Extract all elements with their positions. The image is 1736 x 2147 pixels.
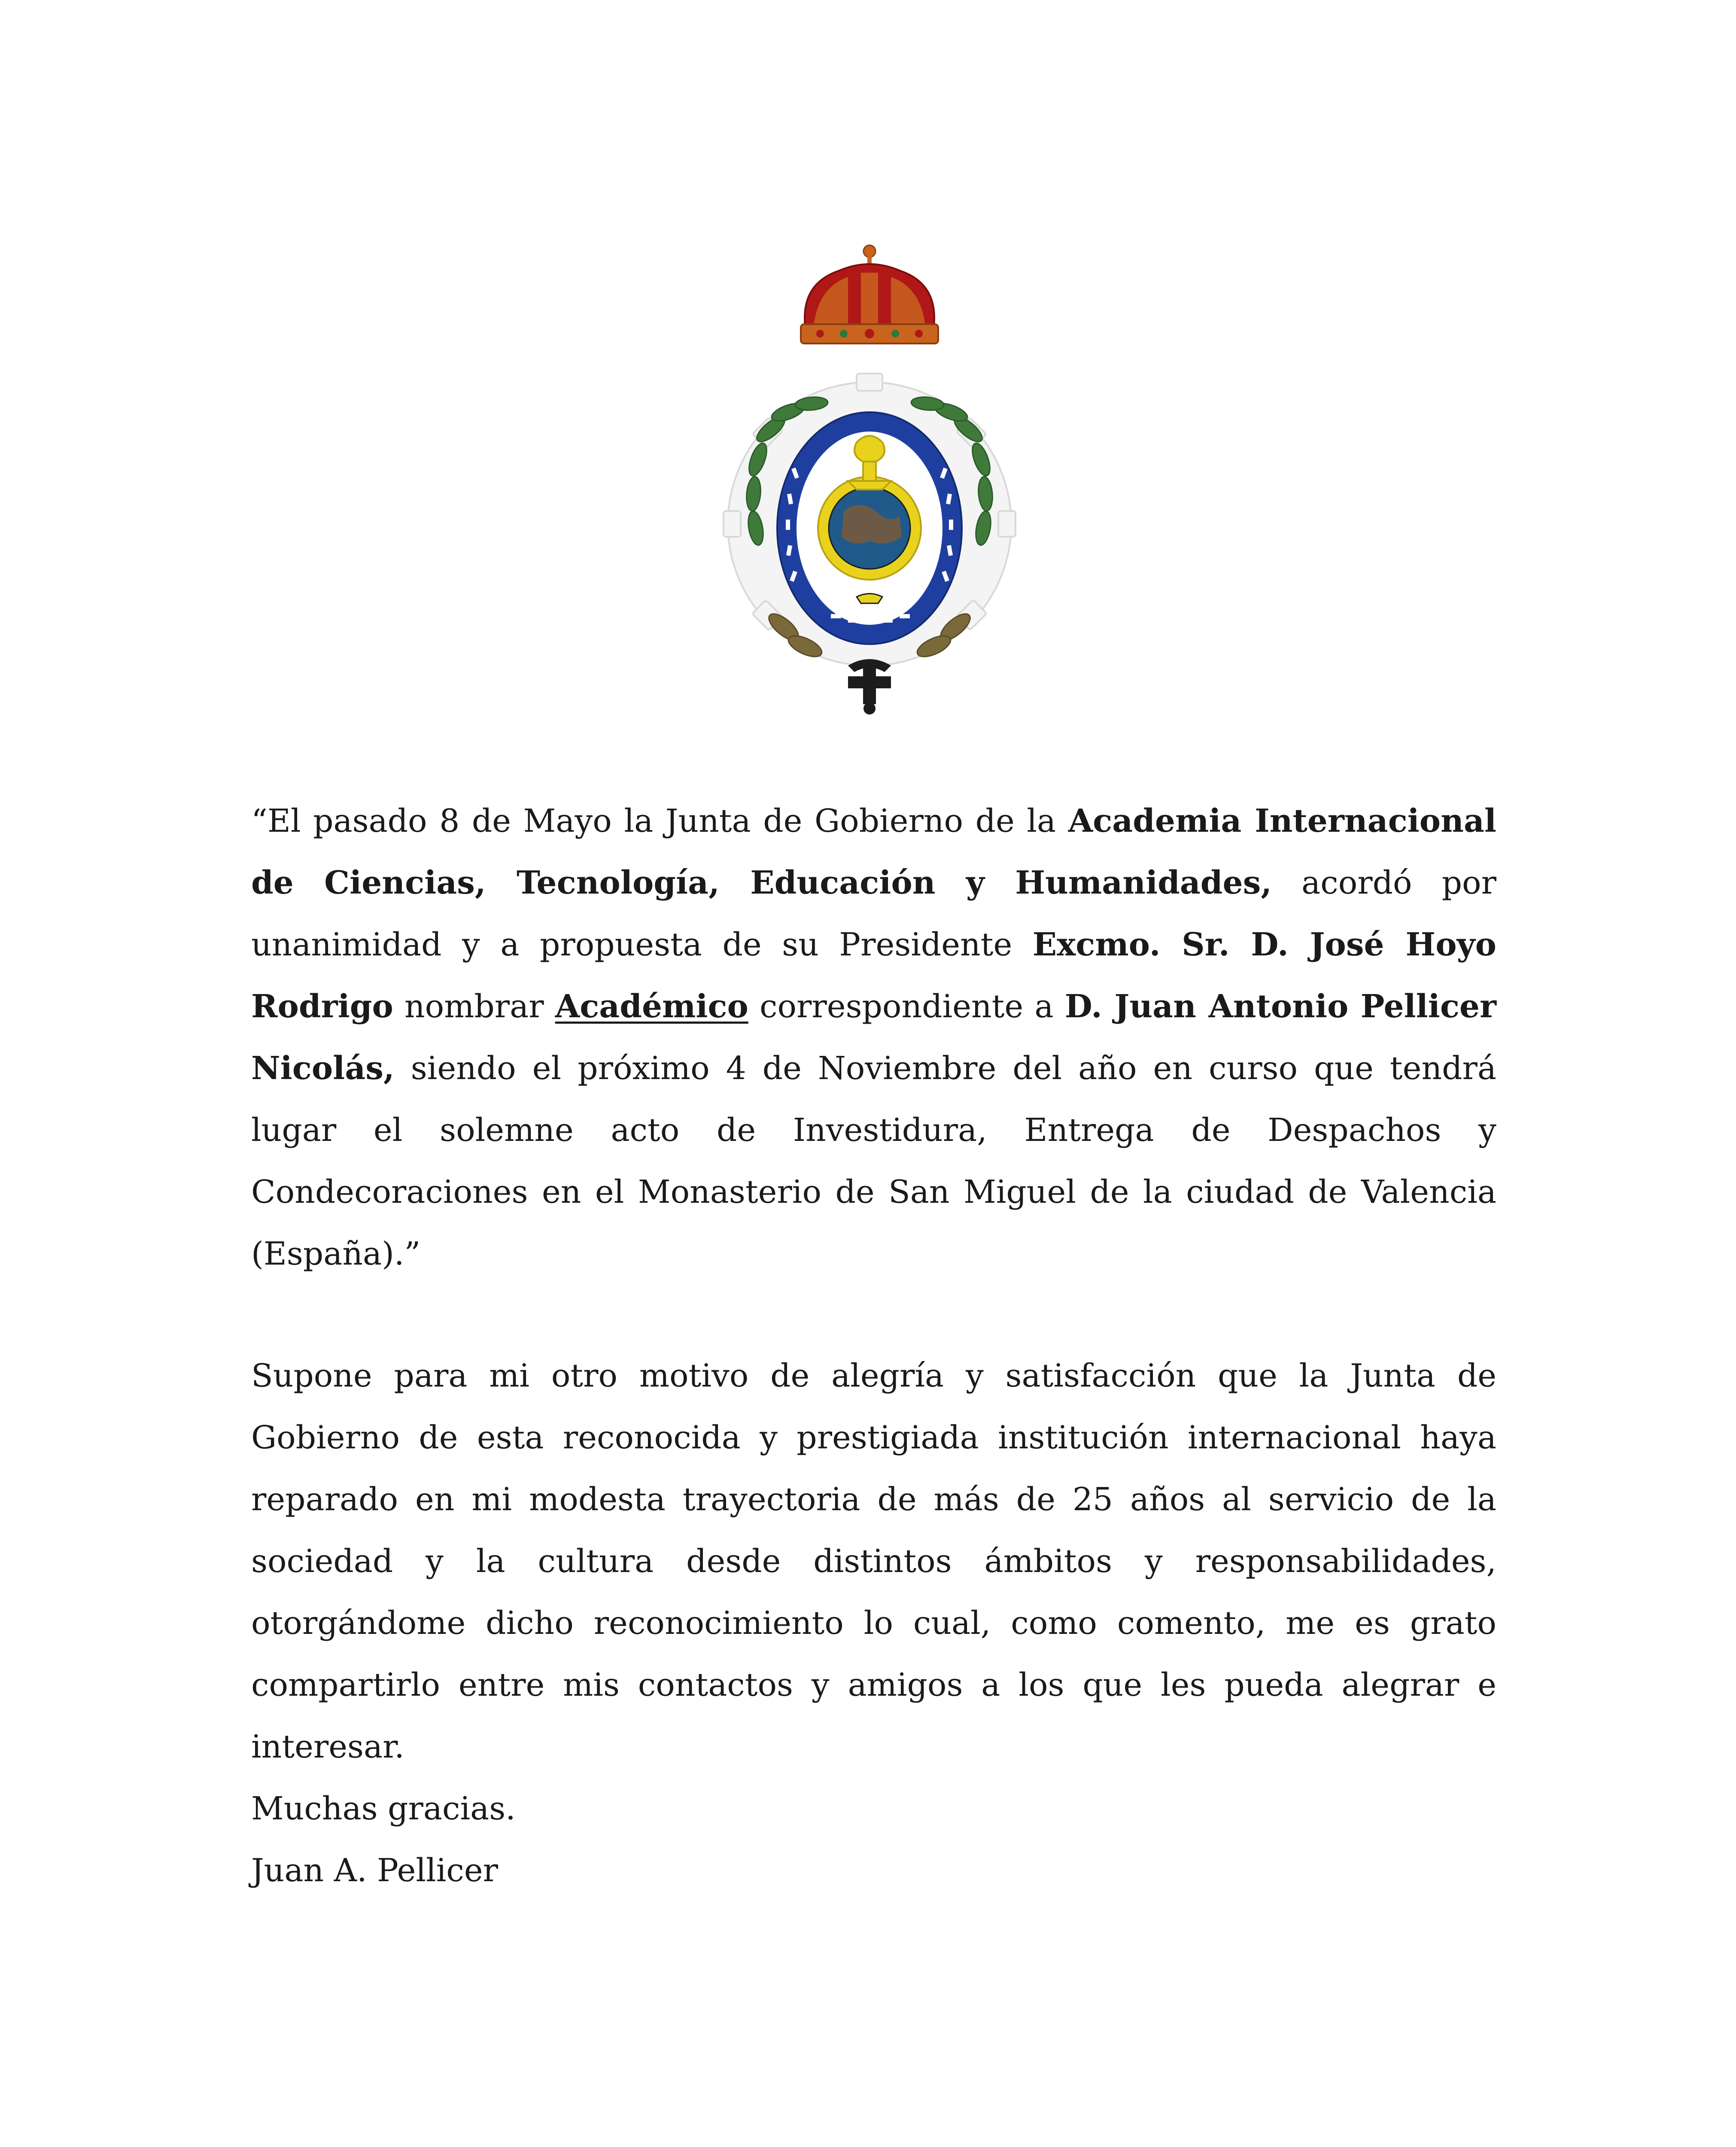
coat-of-arms-icon <box>719 228 1020 734</box>
president-name: Excmo. Sr. D. José Hoyo Rodrigo <box>251 926 1496 1025</box>
torch-mark <box>857 594 882 604</box>
academy-emblem <box>719 228 1020 734</box>
text-run: nombrar <box>393 988 555 1025</box>
letter-body <box>251 790 1496 1901</box>
royal-crown <box>801 245 938 344</box>
closing-line: Muchas gracias. <box>251 1790 516 1827</box>
paragraph-gratitude: Supone para mi otro motivo de alegría y satisfacción que la Junta de Gobierno de esta reconocida y prestigiada institución internacional haya reparado en mi modesta trayectoria de más de 25 años al servicio de la sociedad y la cultura desde distintos ámbitos y responsabilidades, otorgándome dicho reconocimiento lo cual, como comento, me es grato compartirlo entre mis contactos y amigos a los que les pueda alegrar e interesar. <box>251 1357 1496 1765</box>
honoree-name: D. Juan Antonio Pellicer Nicolás, <box>251 988 1496 1087</box>
paragraph-announcement <box>251 790 1496 1285</box>
signature: Juan A. Pellicer <box>251 1852 498 1889</box>
text-run: acordó por unanimidad y a propuesta de su Presidente <box>251 864 1496 963</box>
academy-name: Academia Internacional de Ciencias, Tecnología, Educación y Humanidades, <box>251 803 1496 901</box>
text-run: siendo el próximo 4 de Noviembre del año en curso que tendrá lugar el solemne acto de Investidura, Entrega de Despachos y Condecoraciones en el Monasterio de San Miguel de la ciudad de Valencia (España).” <box>251 1050 1496 1272</box>
text-run: correspondiente a <box>748 988 1065 1025</box>
text-run: “El pasado 8 de Mayo la Junta de Gobierno de la <box>251 803 1068 839</box>
academic-title: Académico <box>555 988 748 1025</box>
hanging-cross <box>848 659 891 715</box>
